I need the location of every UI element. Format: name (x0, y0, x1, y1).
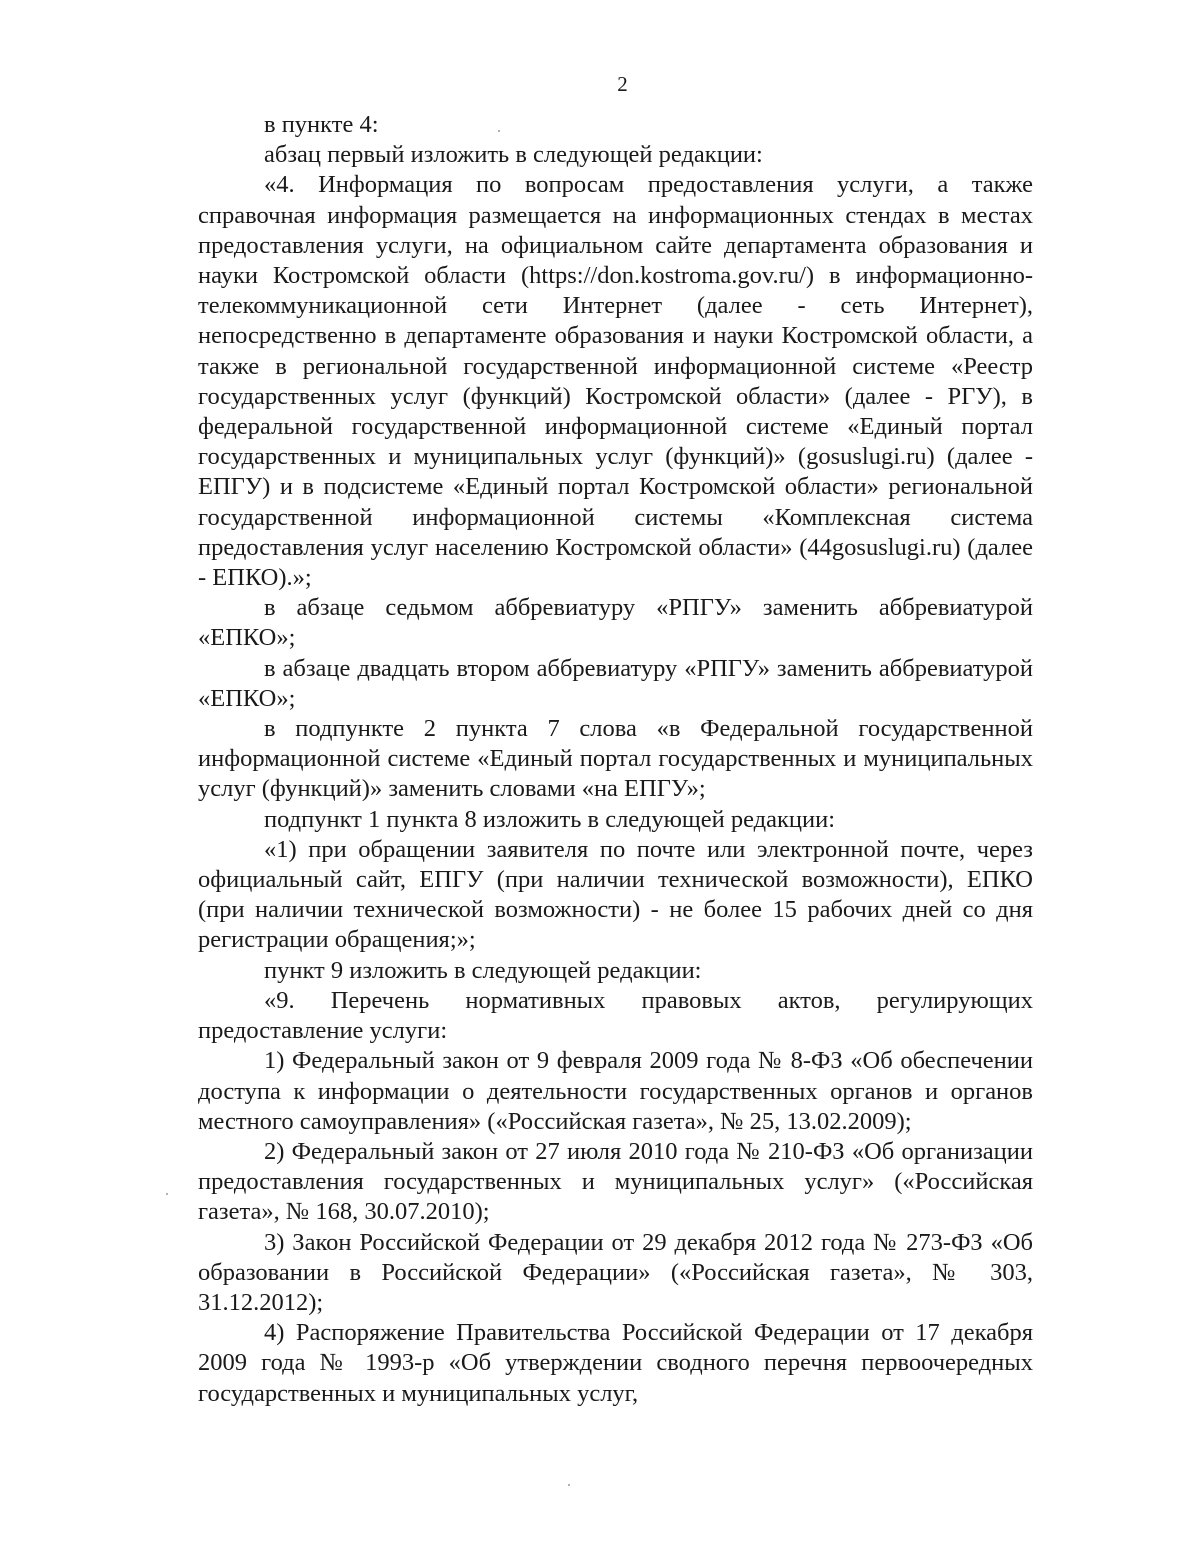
scan-speck (568, 1484, 570, 1486)
paragraph-13: 3) Закон Российской Федерации от 29 декабря 2012 года № 273-ФЗ «Об образовании в Российской Федерации» («Российская газета», № 303, 31.12.2012); (198, 1228, 1033, 1316)
paragraph-8: «1) при обращении заявителя по почте или электронной почте, через официальный сайт, ЕПГУ (при наличии технической возможности), ЕПКО (при наличии технической возможности) - не более 15 рабочих дней со дня регистрации обращения;»; (198, 835, 1033, 954)
paragraph-14: 4) Распоряжение Правительства Российской Федерации от 17 декабря 2009 года № 1993-р «Об утверждении сводного перечня первоочередных государственных и муниципальных услуг, (198, 1319, 1033, 1407)
paragraph-10: «9. Перечень нормативных правовых актов, регулирующих предоставление услуги: (198, 986, 1033, 1045)
paragraph-9: пункт 9 изложить в следующей редакции: (264, 956, 702, 984)
paragraph-7: подпункт 1 пункта 8 изложить в следующей редакции: (264, 805, 836, 833)
paragraph-1: в пункте 4: (264, 111, 379, 138)
paragraph-11: 1) Федеральный закон от 9 февраля 2009 года № 8-ФЗ «Об обеспечении доступа к информации о деятельности государственных органов и органов местного самоуправления» («Российская газета», № 25, 13.02.2009); (198, 1047, 1033, 1135)
page-number: 2 (617, 72, 628, 96)
paragraph-12: 2) Федеральный закон от 27 июля 2010 года № 210-ФЗ «Об организации предоставления государственных и муниципальных услуг» («Российская газета», № 168, 30.07.2010); (198, 1137, 1033, 1226)
document-body (198, 110, 1033, 1409)
paragraph-3: «4. Информация по вопросам предоставления услуги, а также справочная информация размещается на информационных стендах в местах предоставления услуги, на официальном сайте департамента образования и науки Костромской области (https://don.kostroma.gov.ru/) в информационно-телекоммуникационной сети Интернет (далее - сеть Интернет), непосредственно в департаменте образования и науки Костромской области, а также в региональной государственной информационной системе «Реестр государственных услуг (функций) Костромской области» (далее - РГУ), в федеральной государственной информационной системе «Единый портал государственных и муниципальных услуг (функций)» (gosuslugi.ru) (далее - ЕПГУ) и в подсистеме «Единый портал Костромской области» региональной государственной информационной системы «Комплексная система предоставления услуг населению Костромской области» (44gosuslugi.ru) (далее - ЕПКО).»; (198, 171, 1033, 592)
paragraph-5: в абзаце двадцать втором аббревиатуру «РПГУ» заменить аббревиатурой «ЕПКО»; (198, 654, 1033, 712)
paragraph-4: в абзаце седьмом аббревиатуру «РПГУ» заменить аббревиатурой «ЕПКО»; (198, 594, 1033, 652)
scan-speck (498, 130, 500, 132)
paragraph-2: абзац первый изложить в следующей редакции: (264, 141, 763, 169)
scan-speck (166, 1193, 168, 1195)
paragraph-6: в подпункте 2 пункта 7 слова «в Федеральной государственной информационной системе «Единый портал государственных и муниципальных услуг (функций)» заменить словами «на ЕПГУ»; (198, 715, 1033, 803)
